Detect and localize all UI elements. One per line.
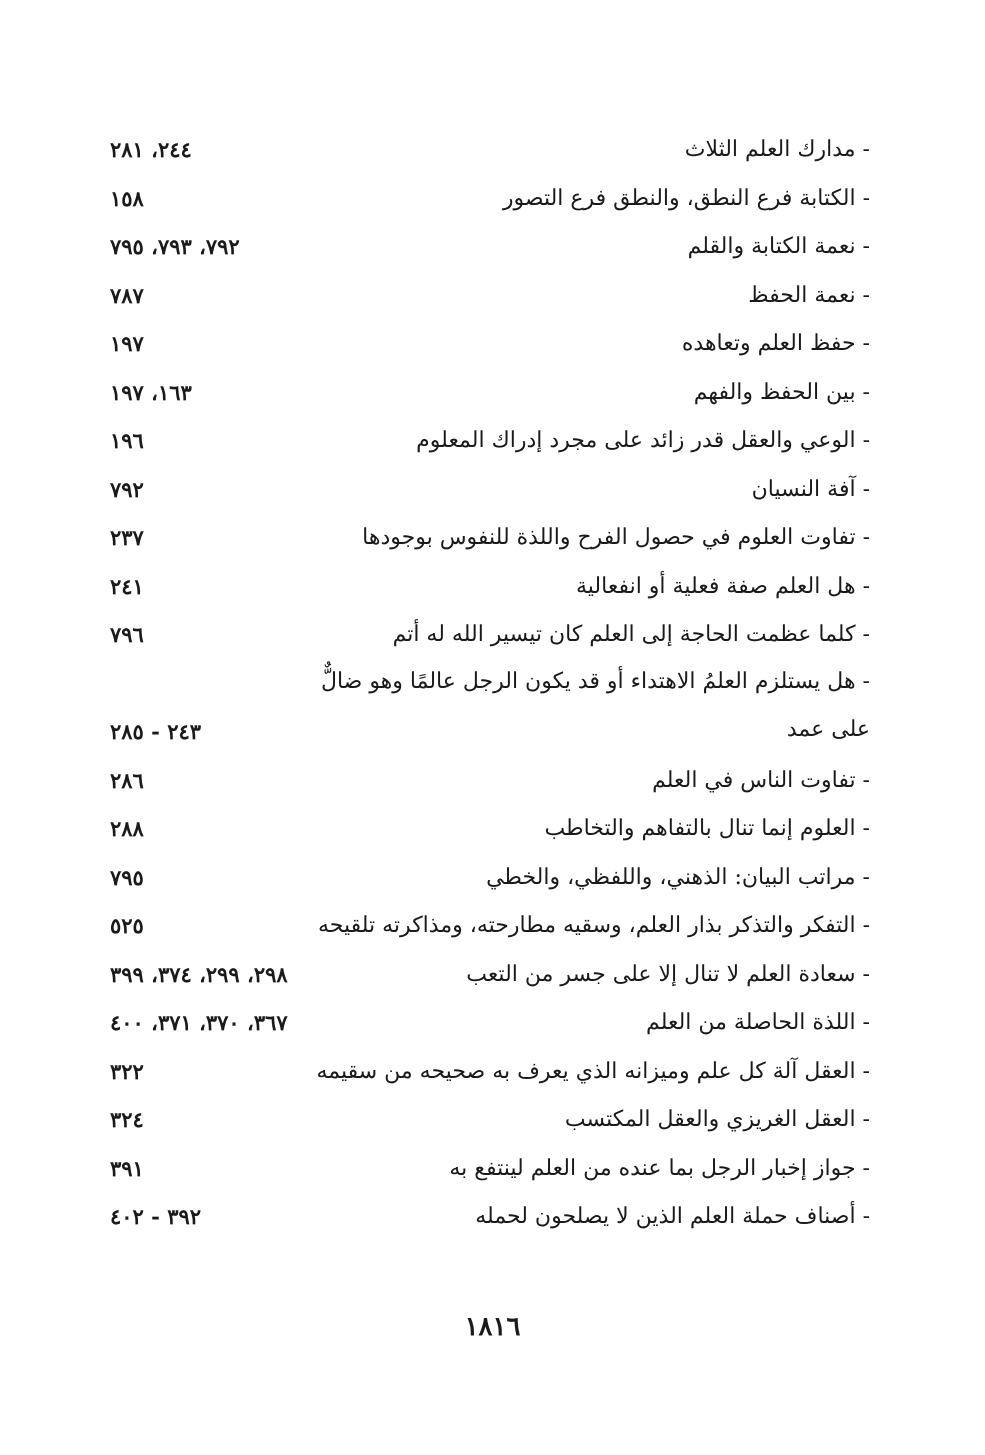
index-entry xyxy=(110,270,870,319)
index-entry xyxy=(110,997,870,1046)
entry-topic: - جواز إخبار الرجل بما عنده من العلم لينتفع به xyxy=(449,1155,870,1181)
entry-page-refs: ٥٢٥ xyxy=(110,913,144,938)
entry-page-refs: ٣٩١ xyxy=(110,1155,144,1181)
entry-page-refs: ٧٩٢ xyxy=(110,476,144,502)
entry-topic: - حفظ العلم وتعاهده xyxy=(681,331,870,356)
entry-topic: - نعمة الحفظ xyxy=(748,282,870,308)
entry-topic: - مراتب البيان: الذهني، واللفظي، والخطي xyxy=(486,864,870,890)
entry-page-refs: ١٩٦ xyxy=(110,428,144,453)
entry-page-refs: ٢٩٨، ٢٩٩، ٣٧٤، ٣٩٩ xyxy=(110,961,288,987)
index-entry xyxy=(110,173,870,222)
index-entry xyxy=(110,900,870,949)
index-entry xyxy=(110,1143,870,1192)
index-entry xyxy=(110,367,870,416)
index-entry xyxy=(110,124,870,173)
index-entry xyxy=(110,658,870,755)
entry-page-refs: ٢٤١ xyxy=(110,573,144,599)
entry-topic: - نعمة الكتابة والقلم xyxy=(687,234,870,259)
index-entry xyxy=(110,1094,870,1143)
entry-page-refs: ٢٣٧ xyxy=(110,525,144,550)
entry-topic: - تفاوت العلوم في حصول الفرح واللذة للنفوس بوجودها xyxy=(362,525,870,550)
entry-topic: - هل يستلزم العلمُ الاهتداء أو قد يكون الرجل عالمًا وهو ضالٌّ على عمد xyxy=(320,668,870,742)
entry-page-refs: ١٦٣، ١٩٧ xyxy=(110,379,192,405)
entry-page-refs: ٣٦٧، ٣٧٠، ٣٧١، ٤٠٠ xyxy=(110,1010,288,1035)
entry-topic: - الوعي والعقل قدر زائد على مجرد إدراك المعلوم xyxy=(416,428,870,453)
index-entry xyxy=(110,512,870,561)
index-entry xyxy=(110,609,870,658)
entry-topic: - كلما عظمت الحاجة إلى العلم كان تيسير الله له أتم xyxy=(392,622,870,647)
entry-page-refs: ٧٩٢، ٧٩٣، ٧٩٥ xyxy=(110,234,240,259)
index-entry xyxy=(110,949,870,998)
index-entry xyxy=(110,561,870,610)
entry-page-refs: ٣٢٤ xyxy=(110,1107,144,1132)
index-entry xyxy=(110,1046,870,1095)
entry-topic: - سعادة العلم لا تنال إلا على جسر من التعب xyxy=(466,961,870,987)
entry-page-refs: ٣٩٢ - ٤٠٢ xyxy=(110,1204,202,1229)
entry-topic: - أصناف حملة العلم الذين لا يصلحون لحمله xyxy=(475,1204,870,1229)
entry-topic: - مدارك العلم الثلاث xyxy=(684,137,870,162)
index-entry xyxy=(110,464,870,513)
entry-topic: - هل العلم صفة فعلية أو انفعالية xyxy=(575,573,870,599)
page-number: ١٨١٦ xyxy=(464,1312,521,1342)
index-entry xyxy=(110,221,870,270)
entry-page-refs: ١٩٧ xyxy=(110,331,144,356)
entry-topic: - التفكر والتذكر بذار العلم، وسقيه مطارحته، ومذاكرته تلقيحه xyxy=(317,913,870,938)
entry-page-refs: ٧٨٧ xyxy=(110,282,144,308)
entry-page-refs: ٢٨٨ xyxy=(110,816,144,841)
index-entry xyxy=(110,1191,870,1240)
entry-topic: - العقل الغريزي والعقل المكتسب xyxy=(564,1107,870,1132)
entry-page-refs: ٢٨٦ xyxy=(110,767,144,793)
index-entry xyxy=(110,318,870,367)
entry-topic: - العلوم إنما تنال بالتفاهم والتخاطب xyxy=(544,816,870,841)
entry-topic: - بين الحفظ والفهم xyxy=(693,379,870,405)
entry-topic: - العقل آلة كل علم وميزانه الذي يعرف به صحيحه من سقيمه xyxy=(316,1058,870,1084)
index-entries xyxy=(110,124,870,1240)
entry-topic: - آفة النسيان xyxy=(751,476,870,502)
entry-page-refs: ١٥٨ xyxy=(110,185,144,211)
index-entry xyxy=(110,852,870,901)
entry-topic: - الكتابة فرع النطق، والنطق فرع التصور xyxy=(502,185,870,211)
entry-topic: - اللذة الحاصلة من العلم xyxy=(646,1010,870,1035)
entry-page-refs: ٢٤٣ - ٢٨٥ xyxy=(110,718,202,744)
entry-page-refs: ٣٢٢ xyxy=(110,1058,144,1084)
entry-topic: - تفاوت الناس في العلم xyxy=(652,767,870,793)
entry-page-refs: ٧٩٥ xyxy=(110,864,144,890)
index-entry xyxy=(110,755,870,804)
entry-page-refs: ٢٤٤، ٢٨١ xyxy=(110,137,192,162)
index-entry xyxy=(110,415,870,464)
entry-page-refs: ٧٩٦ xyxy=(110,622,144,647)
index-entry xyxy=(110,803,870,852)
